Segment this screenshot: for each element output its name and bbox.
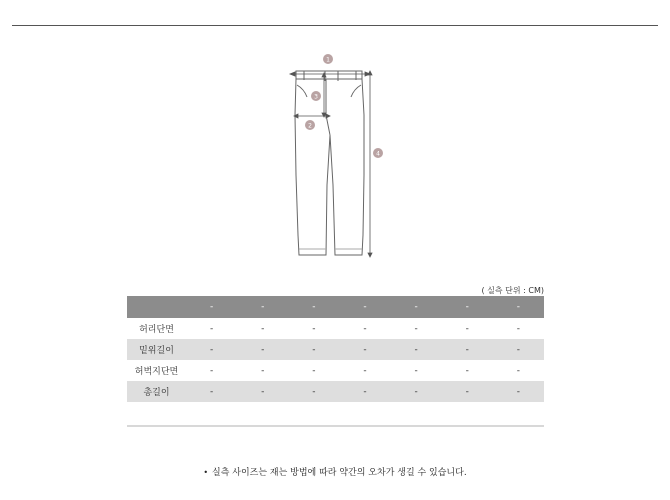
pants-crotch: [326, 79, 330, 135]
header-cell: -: [391, 296, 442, 318]
row-label-waist: 허리단면: [139, 325, 174, 335]
size-table-header: [127, 296, 544, 318]
unit-note: ( 실측 단위 : CM): [481, 286, 544, 295]
table-cell: -: [465, 323, 469, 334]
header-corner: [127, 296, 186, 318]
table-cell: -: [493, 381, 544, 402]
header-cell: -: [288, 296, 339, 318]
table-cell: -: [237, 339, 288, 360]
marker-3-label: 3: [314, 93, 318, 101]
table-cell: -: [339, 339, 390, 360]
row-label-length: 총길이: [127, 381, 186, 402]
table-cell: -: [414, 323, 418, 334]
table-cell: -: [442, 381, 493, 402]
size-table: [127, 296, 544, 402]
table-cell: -: [312, 323, 316, 334]
table-cell: -: [237, 381, 288, 402]
table-cell: -: [186, 339, 237, 360]
pants-pocket-left: [297, 85, 307, 97]
table-cell: -: [442, 339, 493, 360]
marker-2-label: 2: [308, 122, 312, 130]
row-label-rise: 밑위길이: [127, 339, 186, 360]
footnote-text: 실측 사이즈는 재는 방법에 따라 약간의 오차가 생길 수 있습니다.: [212, 468, 467, 478]
table-cell: -: [288, 381, 339, 402]
table-cell: -: [493, 339, 544, 360]
row-label-thigh: 허벅지단면: [134, 367, 179, 377]
table-cell: -: [261, 323, 265, 334]
table-cell: -: [363, 323, 367, 334]
table-cell: -: [391, 381, 442, 402]
table-cell: -: [312, 365, 316, 376]
length-arrow-bottom: [368, 253, 372, 257]
measurement-footnote: [0, 465, 670, 478]
pants-waistband: [296, 71, 362, 79]
header-cell: -: [442, 296, 493, 318]
table-cell: -: [465, 365, 469, 376]
table-cell: -: [186, 381, 237, 402]
header-cell: -: [237, 296, 288, 318]
thigh-arrow-right: [326, 114, 330, 118]
table-cell: -: [516, 323, 521, 334]
top-divider: [12, 25, 658, 26]
table-row: [127, 339, 544, 360]
header-cell: -: [186, 296, 237, 318]
table-cell: -: [209, 365, 214, 376]
table-cell: -: [363, 365, 367, 376]
table-row: [127, 381, 544, 402]
header-cell: -: [339, 296, 390, 318]
pants-pocket-right: [351, 85, 361, 97]
length-arrow-top: [368, 71, 372, 75]
table-cell: -: [516, 365, 521, 376]
bullet-icon: •: [203, 468, 209, 477]
table-cell: -: [339, 381, 390, 402]
table-cell: -: [414, 365, 418, 376]
marker-1-label: 1: [326, 56, 330, 64]
marker-4-label: 4: [376, 150, 380, 158]
table-cell: -: [391, 339, 442, 360]
table-cell: -: [288, 339, 339, 360]
table-row: [127, 318, 544, 339]
table-bottom-divider: [127, 425, 544, 427]
waist-arrow-left: [290, 72, 295, 76]
table-row: [127, 360, 544, 381]
table-cell: -: [261, 365, 265, 376]
table-cell: -: [209, 323, 214, 334]
pants-outline: [295, 79, 364, 255]
pants-diagram: [280, 45, 400, 270]
header-cell: -: [493, 296, 544, 318]
